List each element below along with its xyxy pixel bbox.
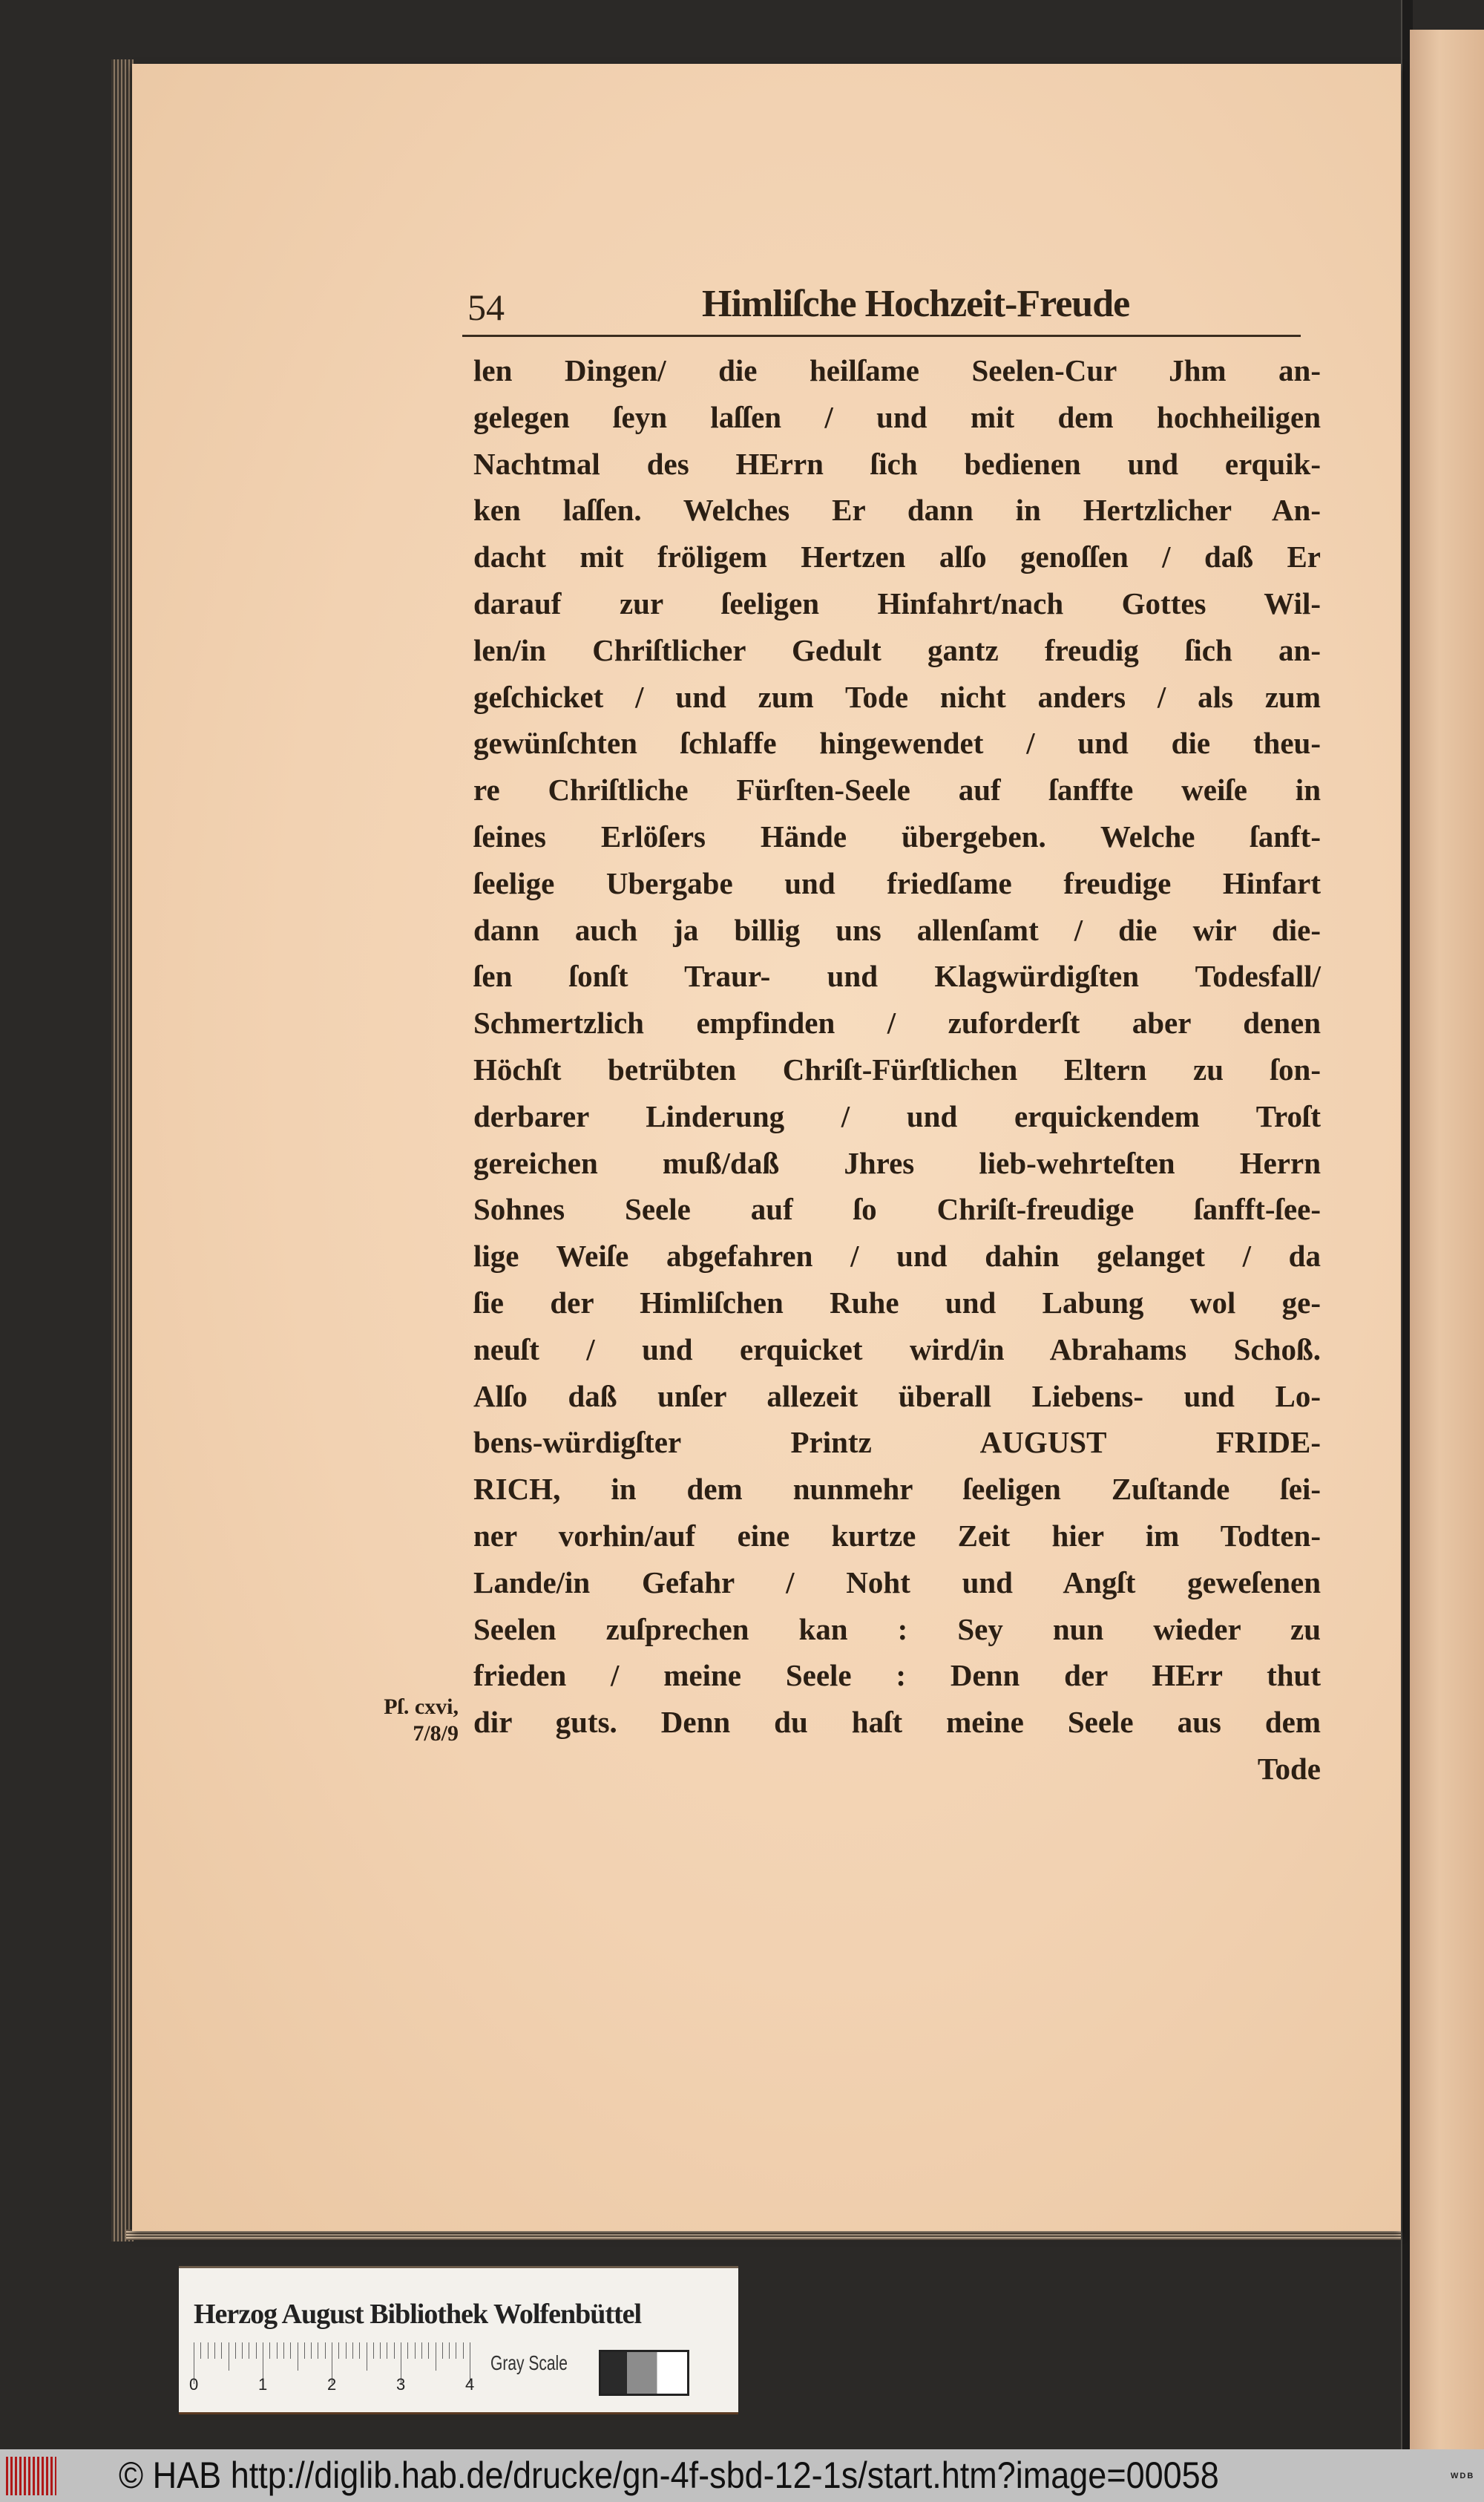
ruler-tick [256, 2342, 257, 2359]
ruler-tick [463, 2342, 464, 2359]
text-line: Höchſt betrübten Chriſt-Fürſtlichen Eltern zu ſon- [473, 1052, 1321, 1087]
ruler-tick [338, 2342, 339, 2359]
text-line: dann auch ja billig uns allenſamt / die wir die- [473, 912, 1321, 947]
text-line: geſchicket / und zum Tode nicht anders / als zum [473, 679, 1321, 714]
ruler-tick [428, 2342, 429, 2359]
gray-scale-swatch [599, 2350, 689, 2396]
ruler-tick [394, 2342, 395, 2359]
ruler-tick [214, 2342, 215, 2359]
ruler-tick [442, 2342, 443, 2359]
page-stack-edge [111, 59, 134, 2241]
ruler-label: 0 [189, 2375, 199, 2394]
text-line: Tode [1257, 1751, 1321, 1786]
text-line: dacht mit fröligem Hertzen alſo genoſſen / daß Er [473, 540, 1321, 574]
text-line: dir guts. Denn du haſt meine Seele aus dem [473, 1705, 1321, 1740]
card-title: Herzog August Bibliothek Wolfenbüttel [194, 2299, 642, 2330]
margin-note [355, 1694, 459, 1747]
text-line: neuſt / und erquicket wird/in Abrahams Schoß. [473, 1332, 1321, 1366]
body-text [473, 347, 1321, 1792]
ruler-tick [352, 2342, 353, 2359]
ruler-tick [380, 2342, 381, 2359]
text-line: bens-würdigſter Printz AUGUST FRIDE- [473, 1425, 1321, 1460]
text-line: RICH, in dem nunmehr ſeeligen Zuſtande ſei- [473, 1472, 1321, 1507]
ruler-tick [200, 2342, 201, 2359]
text-line: ner vorhin/auf eine kurtze Zeit hier im Todten- [473, 1518, 1321, 1553]
text-line: Sohnes Seele auf ſo Chriſt-freudige ſanfft-ſee- [473, 1192, 1321, 1227]
text-line: ſeelige Ubergabe und friedſame freudige Hinfart [473, 865, 1321, 900]
text-line: ſen ſonſt Traur- und Klagwürdigſten Todesfall/ [473, 959, 1321, 994]
margin-note-line: Pſ. cxvi, [384, 1694, 459, 1719]
gray-scale-label: Gray Scale [490, 2351, 568, 2374]
text-line: ſeines Erlöſers Hände übergeben. Welche ſanft- [473, 819, 1321, 854]
running-title: Himliſche Hochzeit-Freude [702, 283, 1130, 325]
text-line: Nachtmal des HErrn ſich bedienen und erquik- [473, 446, 1321, 481]
text-line: frieden / meine Seele : Denn der HErr thut [473, 1658, 1321, 1693]
ruler-tick [235, 2342, 236, 2359]
ruler-tick [325, 2342, 326, 2359]
ruler-label: 4 [465, 2375, 475, 2394]
ruler-tick [283, 2342, 284, 2359]
ruler-tick [208, 2342, 209, 2359]
ruler-tick [304, 2342, 305, 2359]
footer-citation-link[interactable]: © HAB http://diglib.hab.de/drucke/gn-4f-sbd-12-1s/start.htm?image=00058 [119, 2454, 1219, 2496]
text-line: Lande/in Gefahr / Noht und Angſt geweſenen [473, 1565, 1321, 1599]
text-line: Alſo daß unſer allezeit überall Liebens- und Lo- [473, 1378, 1321, 1413]
text-line: ſie der Himliſchen Ruhe und Labung wol ge- [473, 1285, 1321, 1320]
library-color-card [179, 2266, 738, 2414]
ruler-tick [277, 2342, 278, 2359]
text-line: darauf zur ſeeligen Hinfahrt/nach Gottes Wil- [473, 586, 1321, 620]
header-rule [462, 335, 1301, 337]
text-line: derbarer Linderung / und erquickendem Troſt [473, 1098, 1321, 1133]
ruler-tick [373, 2342, 374, 2359]
text-line: re Chriſtliche Fürſten-Seele auf ſanffte weiſe in [473, 773, 1321, 808]
ruler-label: 1 [258, 2375, 268, 2394]
footer-badge: WDB [1451, 2472, 1475, 2480]
ruler-tick [449, 2342, 450, 2359]
margin-note-line: 7/8/9 [413, 1721, 459, 1746]
ruler-tick [311, 2342, 312, 2359]
page-bottom-edge [126, 2230, 1401, 2240]
ruler-tick [346, 2342, 347, 2359]
text-line: gelegen ſeyn laſſen / und mit dem hochheiligen [473, 399, 1321, 434]
page-number: 54 [467, 286, 505, 328]
text-line: Seelen zuſprechen kan : Sey nun wieder zu [473, 1611, 1321, 1646]
footer-bar [0, 2449, 1484, 2502]
ruler-tick [415, 2342, 416, 2359]
ruler-tick [407, 2342, 408, 2359]
ruler-label: 2 [327, 2375, 337, 2394]
text-line: ken laſſen. Welches Er dann in Hertzlicher An- [473, 493, 1321, 528]
ruler-tick [421, 2342, 422, 2359]
ruler-tick [242, 2342, 243, 2359]
ruler-tick [290, 2342, 291, 2359]
text-line: gewünſchten ſchlaffe hingewendet / und die theu- [473, 726, 1321, 761]
text-line: len/in Chriſtlicher Gedult gantz freudig ſich an- [473, 632, 1321, 667]
text-line: gereichen muß/daß Jhres lieb-wehrteſten Herrn [473, 1145, 1321, 1180]
hab-logo-icon [6, 2457, 56, 2495]
ruler-label: 3 [396, 2375, 406, 2394]
text-line: lige Weiſe abgefahren / und dahin gelanget / da [473, 1239, 1321, 1274]
ruler-tick [269, 2342, 270, 2359]
text-line: len Dingen/ die heilſame Seelen-Cur Jhm an- [473, 353, 1321, 387]
ruler-tick [359, 2342, 360, 2359]
facing-page-edge [1410, 30, 1484, 2449]
text-line: Schmertzlich empfinden / zuforderſt aber denen [473, 1006, 1321, 1041]
ruler-tick [221, 2342, 222, 2359]
